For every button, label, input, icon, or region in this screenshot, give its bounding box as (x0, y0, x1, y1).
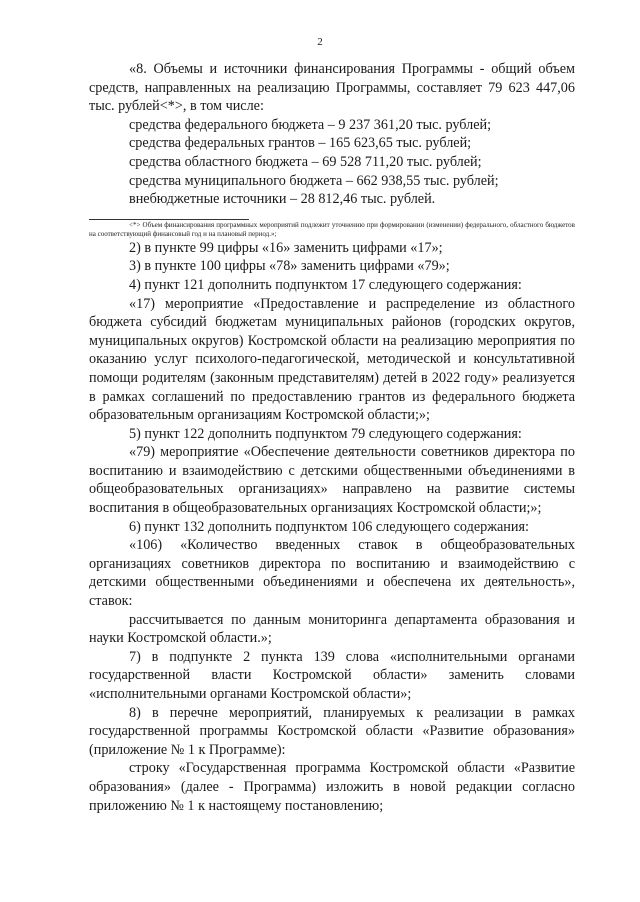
paragraph-item-8: 8) в перечне мероприятий, планируемых к реализации в рамках государственной программы Костромской области «Развитие образования» (приложение № 1 к Программе): (89, 704, 575, 758)
paragraph-item-5: 5) пункт 122 дополнить подпунктом 79 следующего содержания: (129, 425, 522, 442)
page-number: 2 (317, 36, 323, 48)
paragraph-calculation-note: рассчитывается по данным мониторинга департамента образования и науки Костромской области.»; (89, 611, 575, 647)
paragraph-subitem-79: «79) мероприятие «Обеспечение деятельности советников директора по воспитанию и взаимодействию с детскими общественными объединениями в общеобразовательных организациях» направлено на развитие системы воспитания в общеобразовательных организациях Костромской области;»; (89, 444, 575, 517)
paragraph-item-3: 3) в пункте 100 цифры «78» заменить цифрами «79»; (129, 258, 450, 275)
paragraph-subitem-106: «106) «Количество введенных ставок в общеобразовательных организациях советников директора по воспитанию и взаимодействию с детскими общественными объединениями и обеспечена их деятельность», ставок: (89, 537, 575, 610)
funding-item-municipal: средства муниципального бюджета – 662 938,55 тыс. рублей; (129, 172, 499, 189)
paragraph-item-2: 2) в пункте 99 цифры «16» заменить цифрами «17»; (129, 239, 443, 256)
footnote: <*> Объем финансирования программных мероприятий подлежит уточнению при формировании (изменении) федерального, областного бюджетов на соответствующий финансовый год и на плановый период.»; (89, 220, 575, 238)
funding-item-extrabudgetary: внебюджетные источники – 28 812,46 тыс. рублей. (129, 191, 436, 208)
paragraph-subitem-17: «17) мероприятие «Предоставление и распределение из областного бюджета субсидий бюджетам муниципальных районов (городских округов, муниципальных округов) Костромской области на реализацию мероприятия по оказанию услуг психолого-педагогической, методической и консультативной помощи родителям (законным представителям) детей в 2022 году» реализуется в рамках соглашений по предоставлению грантов из федерального бюджета образовательным организациям Костромской области;»; (89, 295, 575, 424)
section8-intro: «8. Объемы и источники финансирования Программы - общий объем средств, направленных на реализацию Программы, составляет 79 623 447,06 тыс. рублей<*>, в том числе: (89, 61, 575, 115)
funding-item-federal: средства федерального бюджета – 9 237 361,20 тыс. рублей; (129, 116, 492, 133)
footnote-divider (89, 219, 249, 220)
funding-item-federal-grants: средства федеральных грантов – 165 623,65 тыс. рублей; (129, 135, 472, 152)
paragraph-item-7: 7) в подпункте 2 пункта 139 слова «исполнительными органами государственной власти Костромской области» заменить словами «исполнительными органами Костромской области»; (89, 648, 575, 702)
paragraph-row-replacement: строку «Государственная программа Костромской области «Развитие образования» (далее - Программа) изложить в новой редакции согласно приложению № 1 к настоящему постановлению; (89, 760, 575, 814)
document-body (89, 60, 575, 815)
paragraph-item-4: 4) пункт 121 дополнить подпунктом 17 следующего содержания: (129, 276, 522, 293)
funding-item-regional: средства областного бюджета – 69 528 711,20 тыс. рублей; (129, 153, 482, 170)
paragraph-item-6: 6) пункт 132 дополнить подпунктом 106 следующего содержания: (129, 518, 529, 535)
